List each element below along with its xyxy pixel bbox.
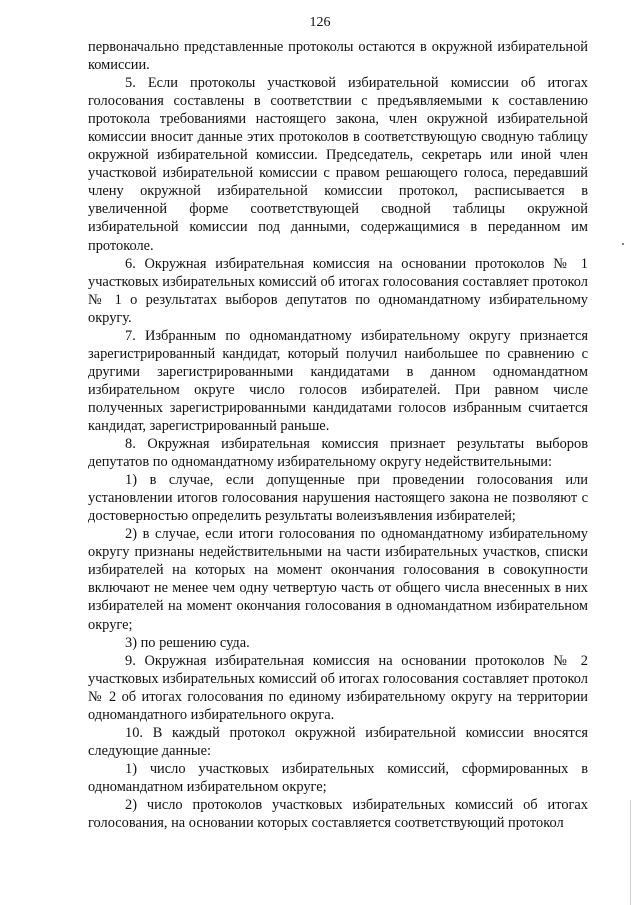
paragraph-9: 9. Окружная избирательная комиссия на основании протоколов № 2 участковых избирательных комиссий об итогах голосования составляет протокол № 2 об итогах голосования по единому избирательному округу на территории одномандатного избирательного округа.: [88, 652, 588, 723]
page-number: 126: [309, 15, 331, 30]
paragraph-8-item-1: 1) в случае, если допущенные при проведении голосования или установлении итогов голосования нарушения настоящего закона не позволяют с достоверностью определить результаты волеизъявления избирателей;: [88, 472, 588, 525]
scan-edge-line: [630, 800, 631, 905]
paragraph-continuation: первоначально представленные протоколы остаются в окружной избирательной комиссии.: [88, 39, 588, 74]
paragraph-10-item-2: 2) число протоколов участковых избирательных комиссий об итогах голосования, на основании которых составляется соответствующий протокол: [88, 796, 588, 832]
paragraph-8-item-2: 2) в случае, если итоги голосования по одномандатному избирательному округу признаны недействительными на части избирательных участков, списки избирателей на которых на момент окончания голосования в совокупности включают не менее чем одну четвертую часть от общего числа внесенных в них избирателей на момент окончания голосования в одномандатном избирательном округе;: [88, 526, 588, 633]
paragraph-7: 7. Избранным по одномандатному избирательному округу признается зарегистрированный кандидат, который получил наибольшее по сравнению с другими зарегистрированными кандидатами в данном одномандатном избирательном округе число голосов избирателей. При равном числе полученных зарегистрированными кандидатами голосов избранным считается кандидат, зарегистрированный раньше.: [88, 327, 588, 434]
paragraph-10: 10. В каждый протокол окружной избирательной комиссии вносятся следующие данные:: [88, 724, 588, 759]
document-body: [88, 38, 588, 832]
paragraph-6: 6. Окружная избирательная комиссия на основании протоколов № 1 участковых избирательных комиссий об итогах голосования составляет протокол № 1 о результатах выборов депутатов по одномандатному избирательному округу.: [88, 255, 588, 326]
scan-speck: [622, 243, 624, 245]
paragraph-8-item-3: 3) по решению суда.: [125, 634, 250, 651]
paragraph-8: 8. Окружная избирательная комиссия признает результаты выборов депутатов по одномандатному избирательному округу недействительными:: [88, 436, 588, 471]
paragraph-10-item-1: 1) число участковых избирательных комиссий, сформированных в одномандатном избирательном округе;: [88, 760, 588, 795]
paragraph-5: 5. Если протоколы участковой избирательной комиссии об итогах голосования составлены в соответствии с предъявляемыми к составлению протокола требованиями настоящего закона, член окружной избирательной комиссии вносит данные этих протоколов в соответствующую сводную таблицу окружной избирательной комиссии. Председатель, секретарь или иной член участковой избирательной комиссии с правом решающего голоса, передавший члену окружной избирательной комиссии протокол, расписывается в увеличенной форме соответствующей сводной таблицы окружной избирательной комиссии под данными, содержащимися в переданном им протоколе.: [88, 75, 588, 254]
